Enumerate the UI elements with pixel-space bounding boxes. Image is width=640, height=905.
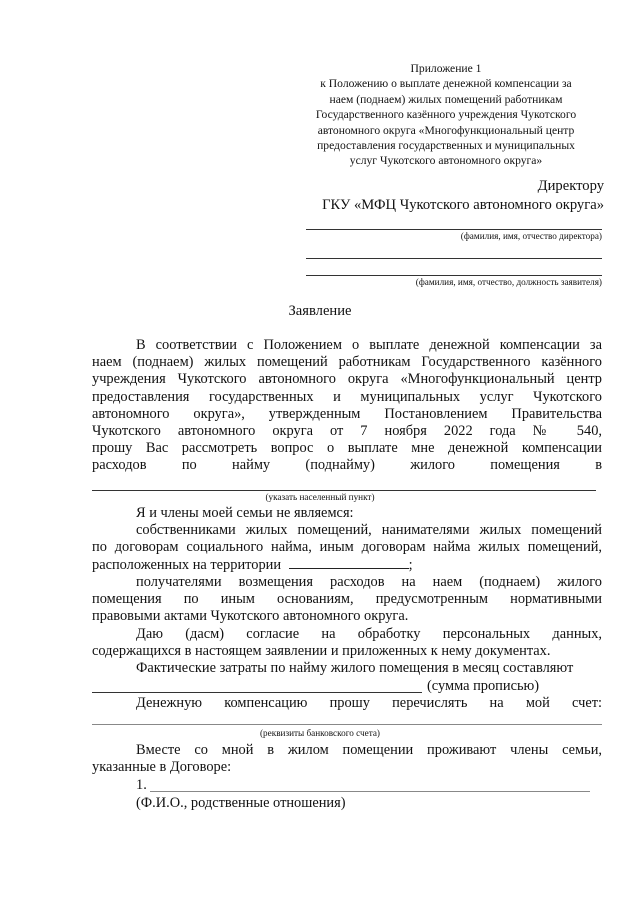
amount-field[interactable]: [92, 692, 422, 693]
recipients-paragraph: [92, 574, 602, 626]
consent-line: содержащихся в настоящем заявлении и приложенных к нему документах.: [92, 643, 551, 660]
addressee-organization: ГКУ «МФЦ Чукотского автономного округа»: [322, 197, 604, 213]
consent-line: Даю (дасм) согласие на обработку персональных данных,: [136, 626, 602, 642]
bank-account-caption: (реквизиты банковского счета): [260, 728, 380, 738]
intro-line: В соответствии с Положением о выплате денежной компенсации за: [136, 337, 602, 353]
family-member-caption: (Ф.И.О., родственные отношения): [136, 795, 346, 811]
owners-paragraph: [92, 522, 602, 575]
consent-paragraph: [92, 626, 602, 660]
recipients-line: помещения по иным основаниям, предусмотренным нормативными: [92, 591, 602, 608]
appendix-header: [296, 61, 596, 169]
appendix-line: наем (поднаем) жилых помещений работникам: [329, 92, 563, 106]
family-line: Вместе со мной в жилом помещении проживают члены семьи,: [136, 742, 602, 758]
intro-line: учреждения Чукотского автономного округа «Многофункциональный центр: [92, 371, 602, 388]
intro-line: наем (поднаем) жилых помещений работникам Государственного казённого: [92, 354, 602, 371]
owners-terminator: ;: [408, 557, 413, 574]
owners-last-line: [92, 556, 602, 574]
family-member-field[interactable]: [150, 791, 590, 792]
not-members-line: Я и члены моей семьи не являемся:: [136, 505, 354, 521]
settlement-caption: (указать населенный пункт): [265, 492, 375, 502]
territory-field[interactable]: [289, 556, 409, 569]
document-title: Заявление: [288, 303, 352, 319]
costs-line: Фактические затраты по найму жилого помещения в месяц составляют: [136, 660, 574, 676]
intro-line: Чукотского автономного округа от 7 ноября 2022 года № 540,: [92, 423, 602, 440]
director-name-caption: (фамилия, имя, отчество директора): [460, 231, 602, 241]
recipients-line: правовыми актами Чукотского автономного округа.: [92, 608, 409, 625]
bank-account-field[interactable]: [92, 724, 602, 725]
appendix-line: Государственного казённого учреждения Чукотского: [315, 108, 577, 122]
family-paragraph: [92, 742, 602, 776]
appendix-line: Приложение 1: [410, 62, 482, 75]
appendix-line: к Положению о выплате денежной компенсации за: [320, 77, 572, 91]
applicant-name-field-1[interactable]: [306, 258, 602, 259]
owners-line: собственниками жилых помещений, нанимателями жилых помещений: [136, 522, 602, 538]
director-name-field[interactable]: [306, 229, 602, 230]
applicant-name-caption: (фамилия, имя, отчество, должность заявителя): [415, 277, 602, 287]
owners-line: по договорам социального найма, иным договорам найма жилых помещений,: [92, 539, 602, 556]
addressee-position: Директору: [537, 178, 604, 194]
intro-line: прошу Вас рассмотреть вопрос о выплате мне денежной компенсации: [92, 440, 602, 457]
family-item-number: 1.: [136, 777, 147, 793]
intro-line: расходов по найму (поднайму) жилого помещения в: [92, 457, 602, 474]
owners-territory-label: расположенных на территории: [92, 557, 282, 574]
amount-caption: (сумма прописью): [427, 678, 540, 694]
intro-paragraph: [92, 337, 602, 475]
recipients-line: получателями возмещения расходов на наем (поднаем) жилого: [136, 574, 602, 590]
settlement-field[interactable]: [92, 490, 596, 491]
appendix-line: автономного округа «Многофункциональный центр: [317, 123, 575, 137]
family-line: указанные в Договоре:: [92, 759, 232, 776]
transfer-line: Денежную компенсацию прошу перечислять на мой счет:: [136, 695, 602, 711]
appendix-line: предоставления государственных и муниципальных: [317, 139, 575, 153]
intro-line: предоставления государственных и муниципальных услуг Чукотского: [92, 388, 602, 405]
appendix-line: услуг Чукотского автономного округа»: [349, 154, 543, 168]
intro-line: автономного округа», утвержденным Постановлением Правительства: [92, 405, 602, 422]
applicant-name-field-2[interactable]: [306, 275, 602, 276]
